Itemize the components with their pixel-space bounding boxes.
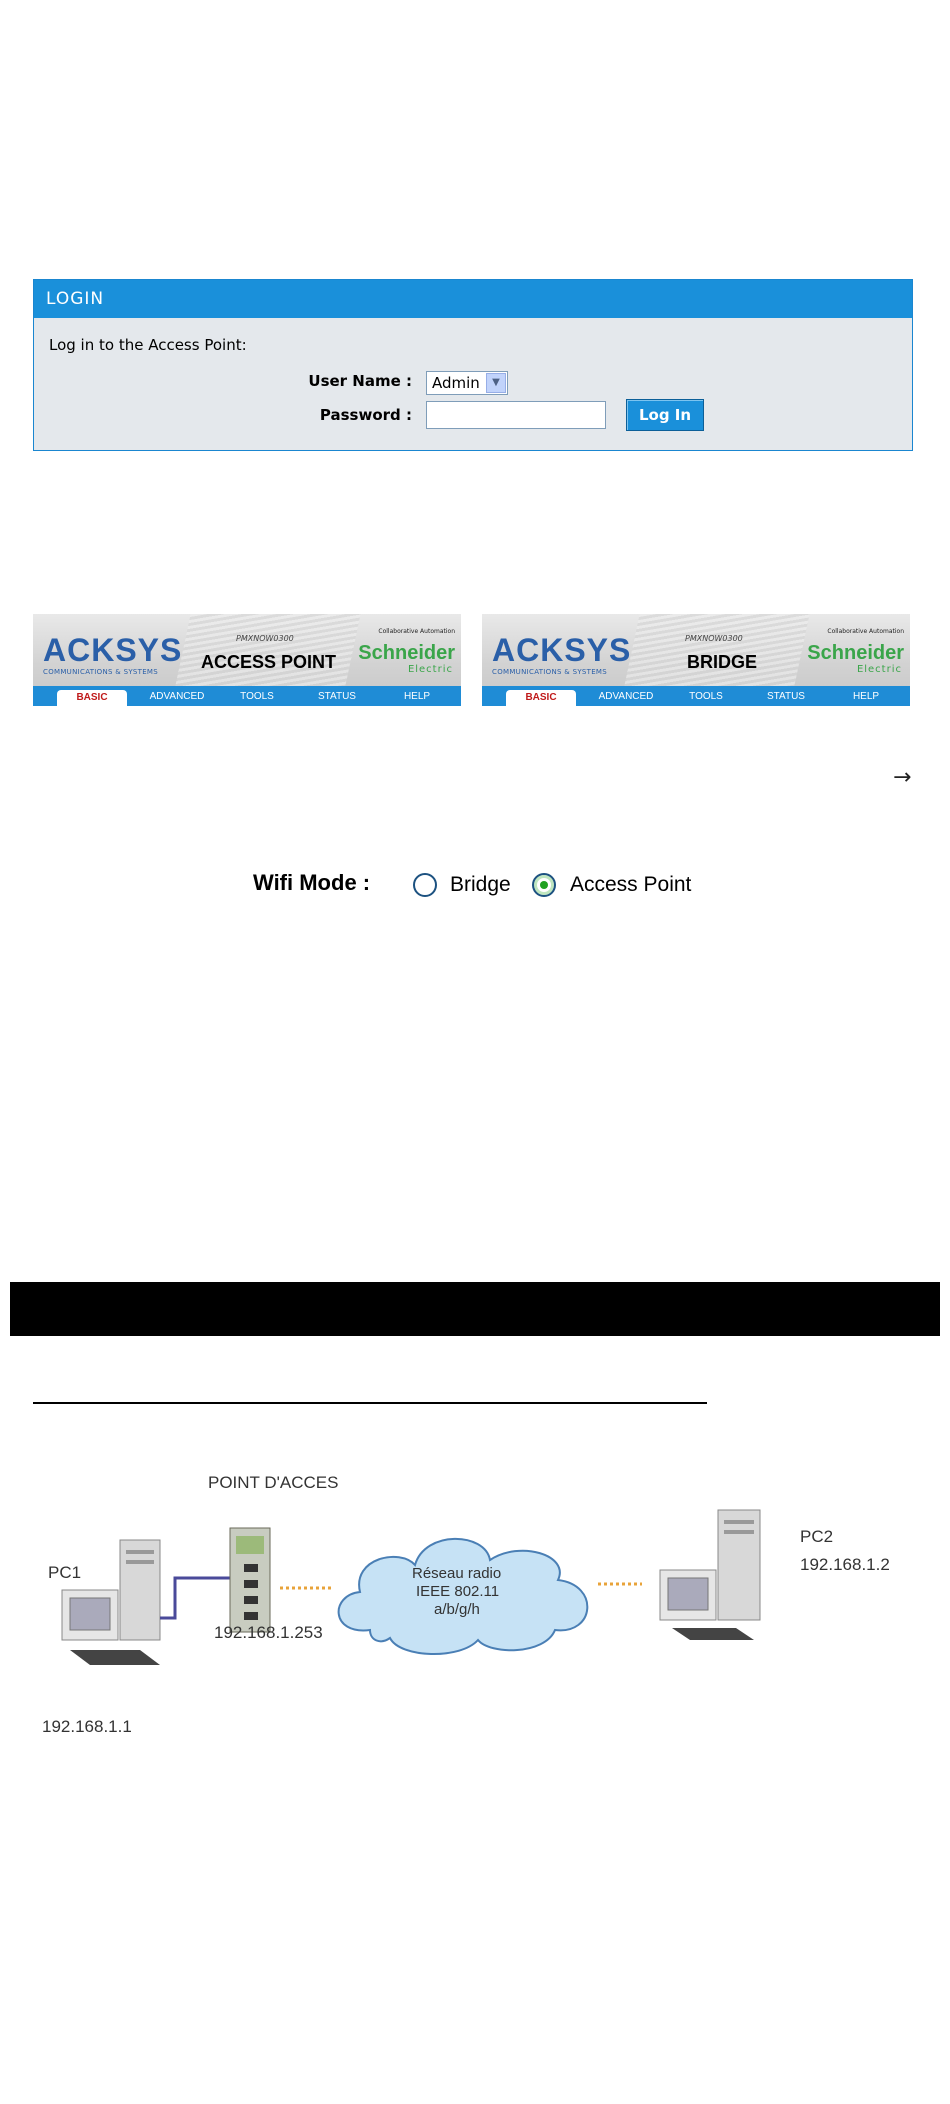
product-code: PMXNOW0300 <box>685 634 743 643</box>
mode-title: BRIDGE <box>687 652 758 672</box>
ap-title: POINT D'ACCES <box>208 1473 339 1492</box>
section-bar <box>10 1282 940 1336</box>
tab-help[interactable]: HELP <box>403 690 431 702</box>
collab-text: Collaborative Automation <box>827 628 904 635</box>
cloud-line-3: a/b/g/h <box>434 1601 480 1618</box>
banner-bridge <box>482 614 910 706</box>
acksys-tagline: COMMUNICATIONS & SYSTEMS <box>43 668 159 676</box>
tab-advanced[interactable]: ADVANCED <box>149 690 205 702</box>
pc2-label: PC2 <box>800 1527 834 1546</box>
access-point-device-icon <box>230 1528 270 1632</box>
document-background <box>624 614 809 686</box>
pc1-computer-icon <box>62 1540 160 1665</box>
login-title: LOGIN <box>34 280 912 318</box>
nav-bar <box>482 686 910 706</box>
schneider-sub: Electric <box>856 664 902 675</box>
schneider-logo: Schneider <box>807 642 904 664</box>
product-code: PMXNOW0300 <box>236 634 294 643</box>
tab-tools[interactable]: TOOLS <box>240 690 274 702</box>
cloud-line-1: Réseau radio <box>412 1565 502 1582</box>
login-panel <box>33 279 913 451</box>
collab-text: Collaborative Automation <box>378 628 455 635</box>
chevron-down-icon[interactable]: ▼ <box>486 373 506 393</box>
pc1-label: PC1 <box>48 1563 82 1582</box>
section-divider <box>33 1402 707 1404</box>
tab-tools[interactable]: TOOLS <box>689 690 723 702</box>
tab-basic[interactable]: BASIC <box>506 690 576 706</box>
acksys-logo: ACKSYS <box>492 632 632 668</box>
wifi-mode-label: Wifi Mode : <box>253 870 371 895</box>
pc2-ip: 192.168.1.2 <box>800 1555 890 1574</box>
mode-title: ACCESS POINT <box>201 652 337 672</box>
cloud-line-2: IEEE 802.11 <box>416 1583 500 1600</box>
nav-bar <box>33 686 461 706</box>
user-name-value: Admin <box>432 374 480 392</box>
banner-access-point <box>33 614 461 706</box>
tab-status[interactable]: STATUS <box>767 690 805 702</box>
radio-selected-dot <box>540 881 548 889</box>
schneider-logo: Schneider <box>358 642 455 664</box>
user-name-label: User Name : <box>308 372 412 390</box>
tab-help[interactable]: HELP <box>852 690 880 702</box>
ap-ip: 192.168.1.253 <box>214 1623 323 1642</box>
acksys-logo: ACKSYS <box>43 632 183 668</box>
user-name-select[interactable] <box>426 371 508 395</box>
pc1-ip: 192.168.1.1 <box>42 1717 132 1736</box>
arrow-right-icon: → <box>893 765 912 790</box>
radio-access-point[interactable] <box>532 873 556 897</box>
login-button[interactable]: Log In <box>626 399 704 431</box>
password-input[interactable] <box>426 401 606 429</box>
acksys-tagline: COMMUNICATIONS & SYSTEMS <box>492 668 608 676</box>
wired-link <box>160 1578 230 1618</box>
password-label: Password : <box>319 406 412 424</box>
tab-status[interactable]: STATUS <box>318 690 356 702</box>
schneider-sub: Electric <box>407 664 453 675</box>
document-background <box>175 614 360 686</box>
login-intro: Log in to the Access Point: <box>49 336 247 354</box>
tab-basic[interactable]: BASIC <box>57 690 127 706</box>
tab-advanced[interactable]: ADVANCED <box>598 690 654 702</box>
network-diagram <box>30 1460 920 1740</box>
pc2-computer-icon <box>660 1510 760 1640</box>
radio-access-point-label[interactable]: Access Point <box>570 873 692 896</box>
radio-bridge[interactable] <box>413 873 437 897</box>
radio-bridge-label[interactable]: Bridge <box>450 873 511 896</box>
